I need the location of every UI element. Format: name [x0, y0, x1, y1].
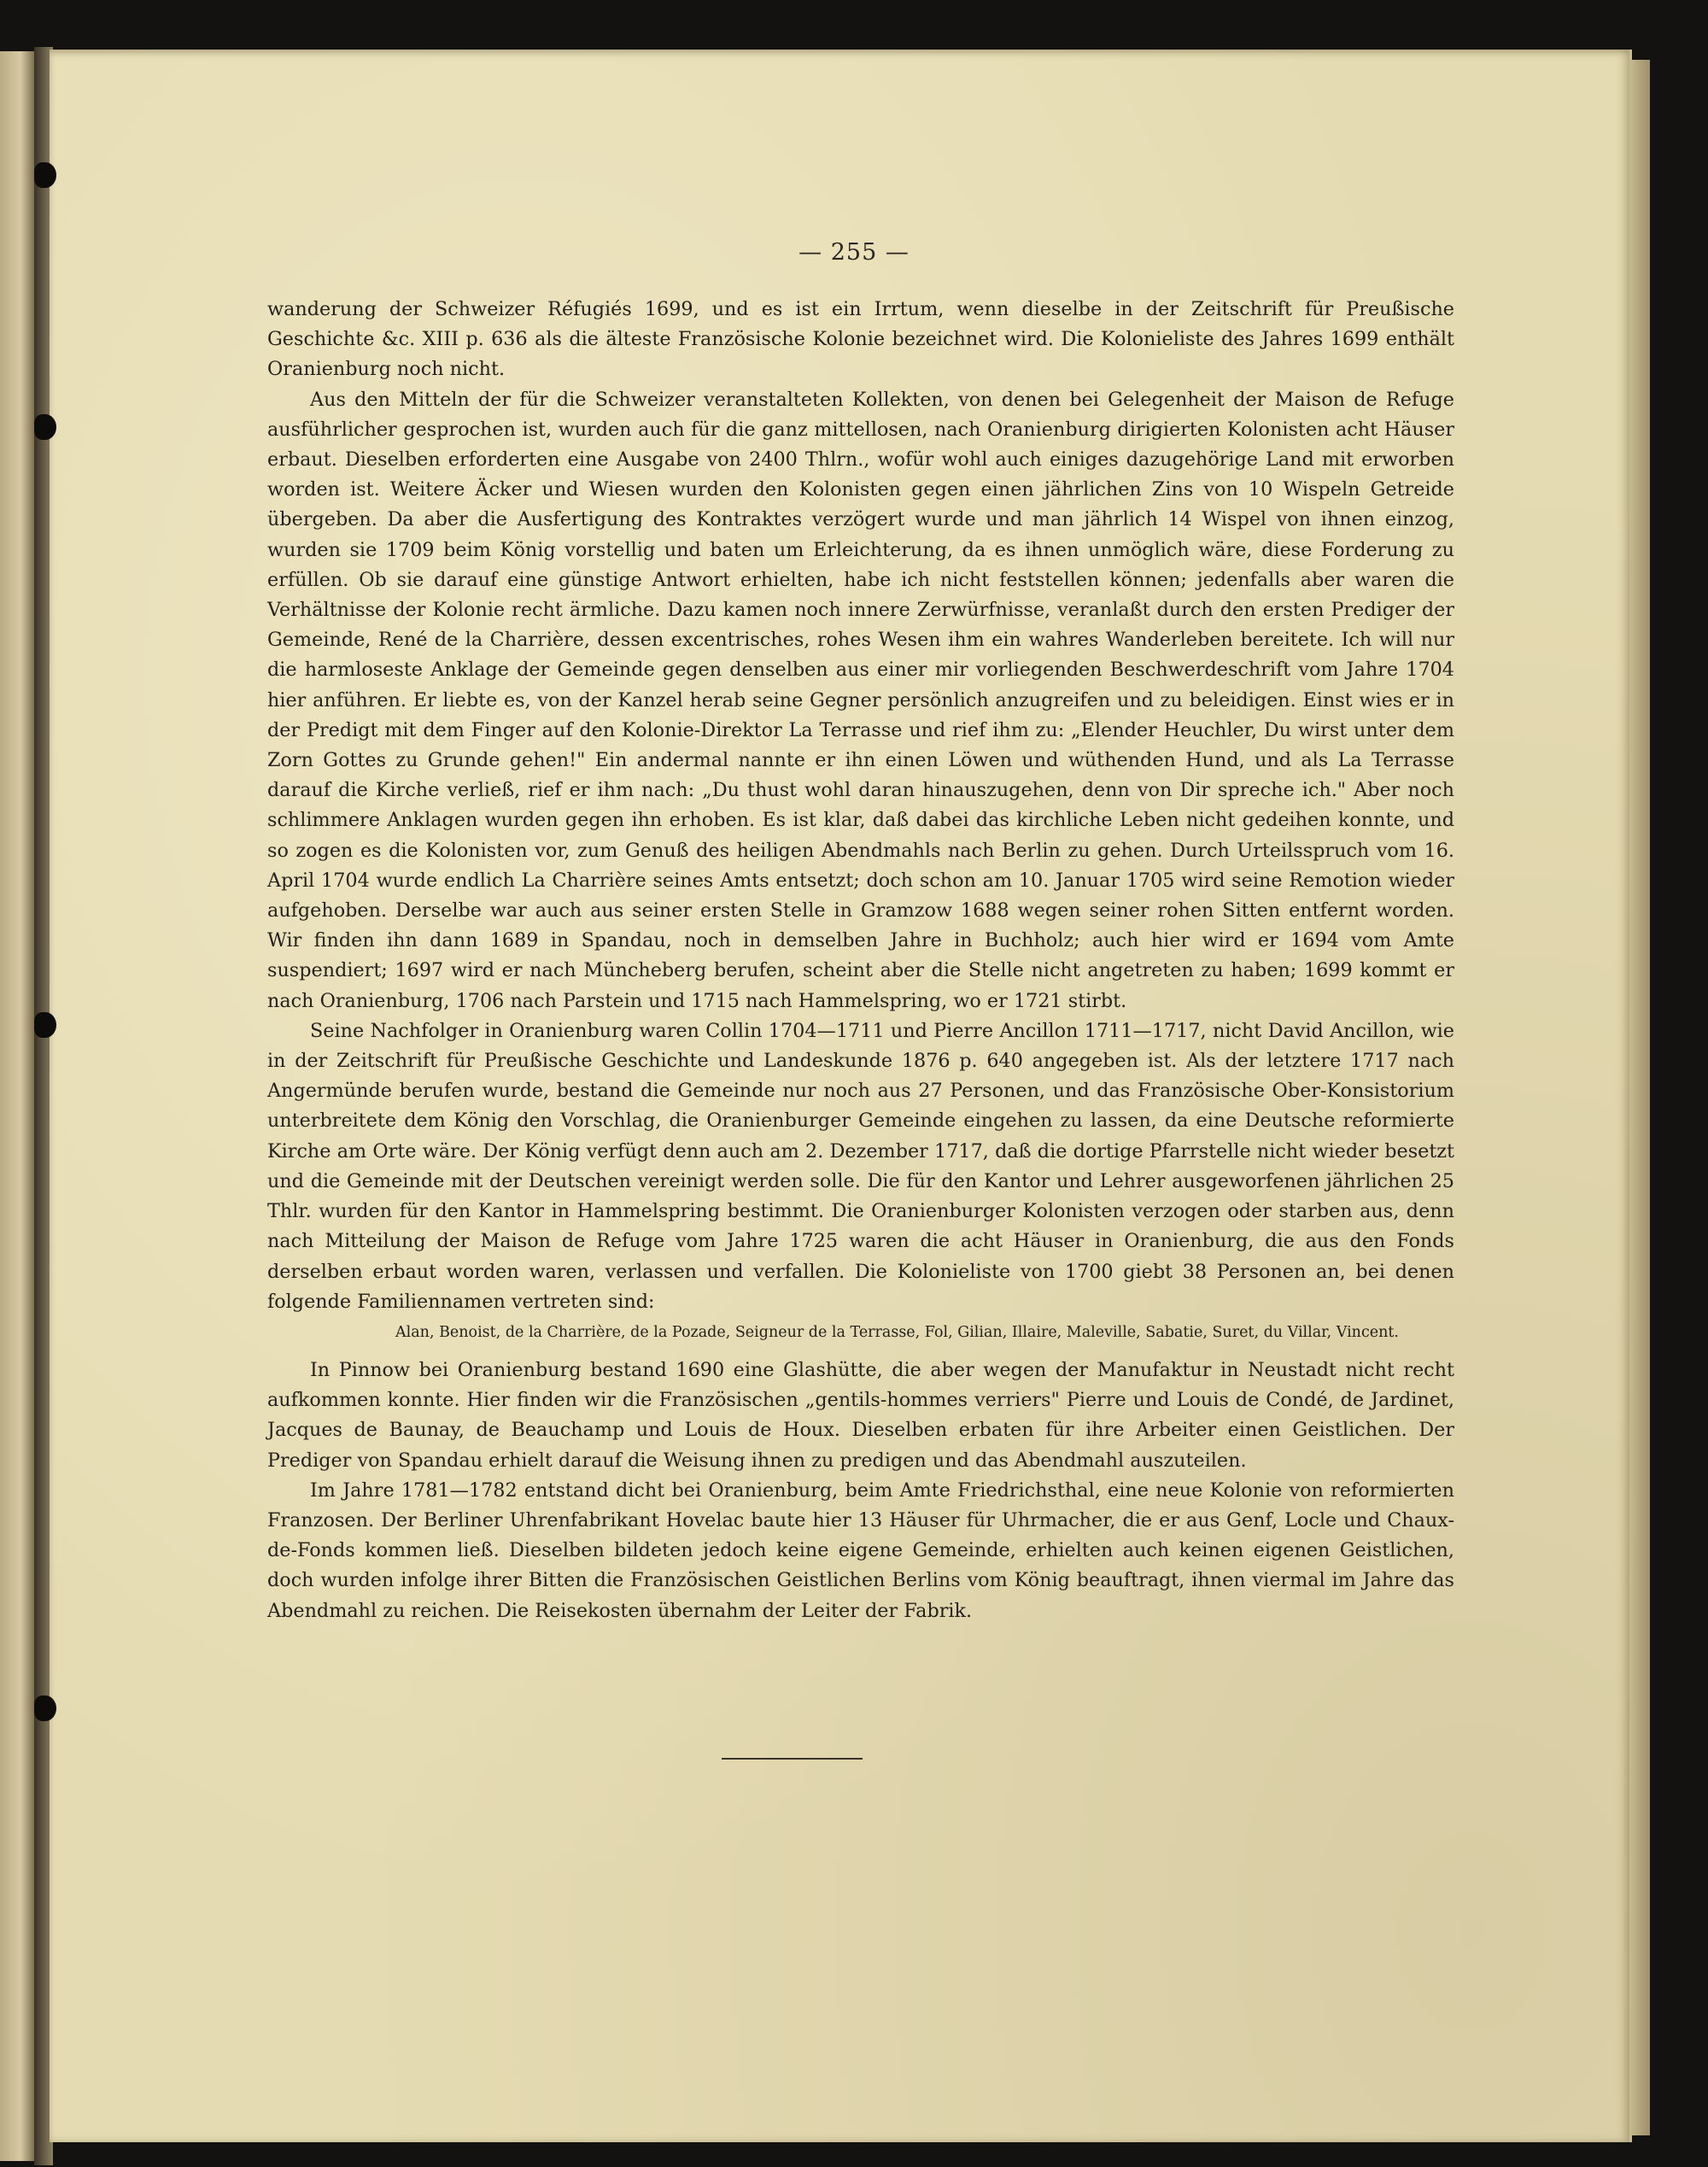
body-text	[267, 295, 1454, 1626]
paragraph: Aus den Mitteln der für die Schweizer veranstalteten Kollekten, von denen bei Gelegenheit der Maison de Refuge ausführlicher gesprochen ist, wurden auch für die ganz mittellosen, nach Oranienburg dirigierten Kolonisten acht Häuser erbaut. Dieselben erforderten eine Ausgabe von 2400 Thlrn., wofür wohl auch einiges dazugehörige Land mit erworben worden ist. Weitere Äcker und Wiesen wurden den Kolonisten gegen einen jährlichen Zins von 10 Wispeln Getreide übergeben. Da aber die Ausfertigung des Kontraktes verzögert wurde und man jährlich 14 Wispel von ihnen einzog, wurden sie 1709 beim König vorstellig und baten um Erleichterung, da es ihnen unmöglich wäre, diese Forderung zu erfüllen. Ob sie darauf eine günstige Antwort erhielten, habe ich nicht feststellen können; jedenfalls aber waren die Verhältnisse der Kolonie recht ärmliche. Dazu kamen noch innere Zerwürfnisse, veranlaßt durch den ersten Prediger der Gemeinde, René de la Charrière, dessen excentrisches, rohes Wesen ihm ein wahres Wanderleben bereitete. Ich will nur die harmloseste Anklage der Gemeinde gegen denselben aus einer mir vorliegenden Beschwerdeschrift vom Jahre 1704 hier anführen. Er liebte es, von der Kanzel herab seine Gegner persönlich anzugreifen und zu beleidigen. Einst wies er in der Predigt mit dem Finger auf den Kolonie-Direktor La Terrasse und rief ihm zu: „Elender Heuchler, Du wirst unter dem Zorn Gottes zu Grunde gehen!" Ein andermal nannte er ihn einen Löwen und wüthenden Hund, und als La Terrasse darauf die Kirche verließ, rief er ihm nach: „Du thust wohl daran hinauszugehen, denn von Dir spreche ich." Aber noch schlimmere Anklagen wurden gegen ihn erhoben. Es ist klar, daß dabei das kirchliche Leben nicht gedeihen konnte, und so zogen es die Kolonisten vor, zum Genuß des heiligen Abendmahls nach Berlin zu gehen. Durch Urteilsspruch vom 16. April 1704 wurde endlich La Charrière seines Amts entsetzt; doch schon am 10. Januar 1705 wird seine Remotion wieder aufgehoben. Derselbe war auch aus seiner ersten Stelle in Gramzow 1688 wegen seiner rohen Sitten entfernt worden. Wir finden ihn dann 1689 in Spandau, noch in demselben Jahre in Buchholz; auch hier wird er 1694 vom Amte suspendiert; 1697 wird er nach Müncheberg berufen, scheint aber die Stelle nicht angetreten zu haben; 1699 kommt er nach Oranienburg, 1706 nach Parstein und 1715 nach Hammelspring, wo er 1721 stirbt.	[267, 388, 1454, 1012]
binding-hole	[34, 1012, 56, 1038]
facing-page-edge	[0, 51, 34, 2161]
paragraph: wanderung der Schweizer Réfugiés 1699, und es ist ein Irrtum, wenn dieselbe in der Zeitschrift für Preußische Geschichte &c. XIII p. 636 als die älteste Französische Kolonie bezeichnet wird. Die Kolonieliste des Jahres 1699 enthält Oranienburg noch nicht.	[267, 298, 1454, 381]
paragraph: Seine Nachfolger in Oranienburg waren Collin 1704—1711 und Pierre Ancillon 1711—1717, nicht David Ancillon, wie in der Zeitschrift für Preußische Geschichte und Landeskunde 1876 p. 640 angegeben ist. Als der letztere 1717 nach Angermünde berufen wurde, bestand die Gemeinde nur noch aus 27 Personen, und das Französische Ober-Konsistorium unterbreitete dem König den Vorschlag, die Oranienburger Gemeinde eingehen zu lassen, da eine Deutsche reformierte Kirche am Orte wäre. Der König verfügt denn auch am 2. Dezember 1717, daß die dortige Pfarrstelle nicht wieder besetzt und die Gemeinde mit der Deutschen vereinigt werden solle. Die für den Kantor und Lehrer ausgeworfenen jährlichen 25 Thlr. wurden für den Kantor in Hammelspring bestimmt. Die Oranienburger Kolonisten verzogen oder starben aus, denn nach Mitteilung der Maison de Refuge vom Jahre 1725 waren die acht Häuser in Oranienburg, die aus den Fonds derselben erbaut worden waren, verlassen und verfallen. Die Kolonieliste von 1700 giebt 38 Personen an, bei denen folgende Familiennamen vertreten sind:	[267, 1019, 1454, 1313]
binding-hole	[34, 414, 56, 440]
end-rule	[722, 1758, 863, 1760]
family-names-list: Alan, Benoist, de la Charrière, de la Pozade, Seigneur de la Terrasse, Fol, Gilian, Illaire, Maleville, Sabatie, Suret, du Villar, Vincent.	[395, 1323, 1399, 1341]
binding-hole	[34, 1696, 56, 1721]
paragraph: Im Jahre 1781—1782 entstand dicht bei Oranienburg, beim Amte Friedrichsthal, eine neue Kolonie von reformierten Franzosen. Der Berliner Uhrenfabrikant Hovelac baute hier 13 Häuser für Uhrmacher, die er aus Genf, Locle und Chaux-de-Fonds kommen ließ. Dieselben bildeten jedoch keine eigene Gemeinde, erhielten auch keinen eigenen Geistlichen, doch wurden infolge ihrer Bitten die Französischen Geistlichen Berlins vom König beauftragt, ihnen viermal im Jahre das Abendmahl zu reichen. Die Reisekosten übernahm der Leiter der Fabrik.	[267, 1479, 1454, 1622]
paragraph: In Pinnow bei Oranienburg bestand 1690 eine Glashütte, die aber wegen der Manufaktur in Neustadt nicht recht aufkommen konnte. Hier finden wir die Französischen „gentils-hommes verriers" Pierre und Louis de Condé, de Jardinet, Jacques de Baunay, de Beauchamp und Louis de Houx. Dieselben erbaten für ihre Arbeiter einen Geistlichen. Der Prediger von Spandau erhielt darauf die Weisung ihnen zu predigen und das Abendmahl auszuteilen.	[267, 1358, 1454, 1472]
page-number: — 255 —	[798, 239, 910, 266]
binding-hole	[34, 162, 56, 188]
page-edge-right	[1629, 60, 1650, 2135]
